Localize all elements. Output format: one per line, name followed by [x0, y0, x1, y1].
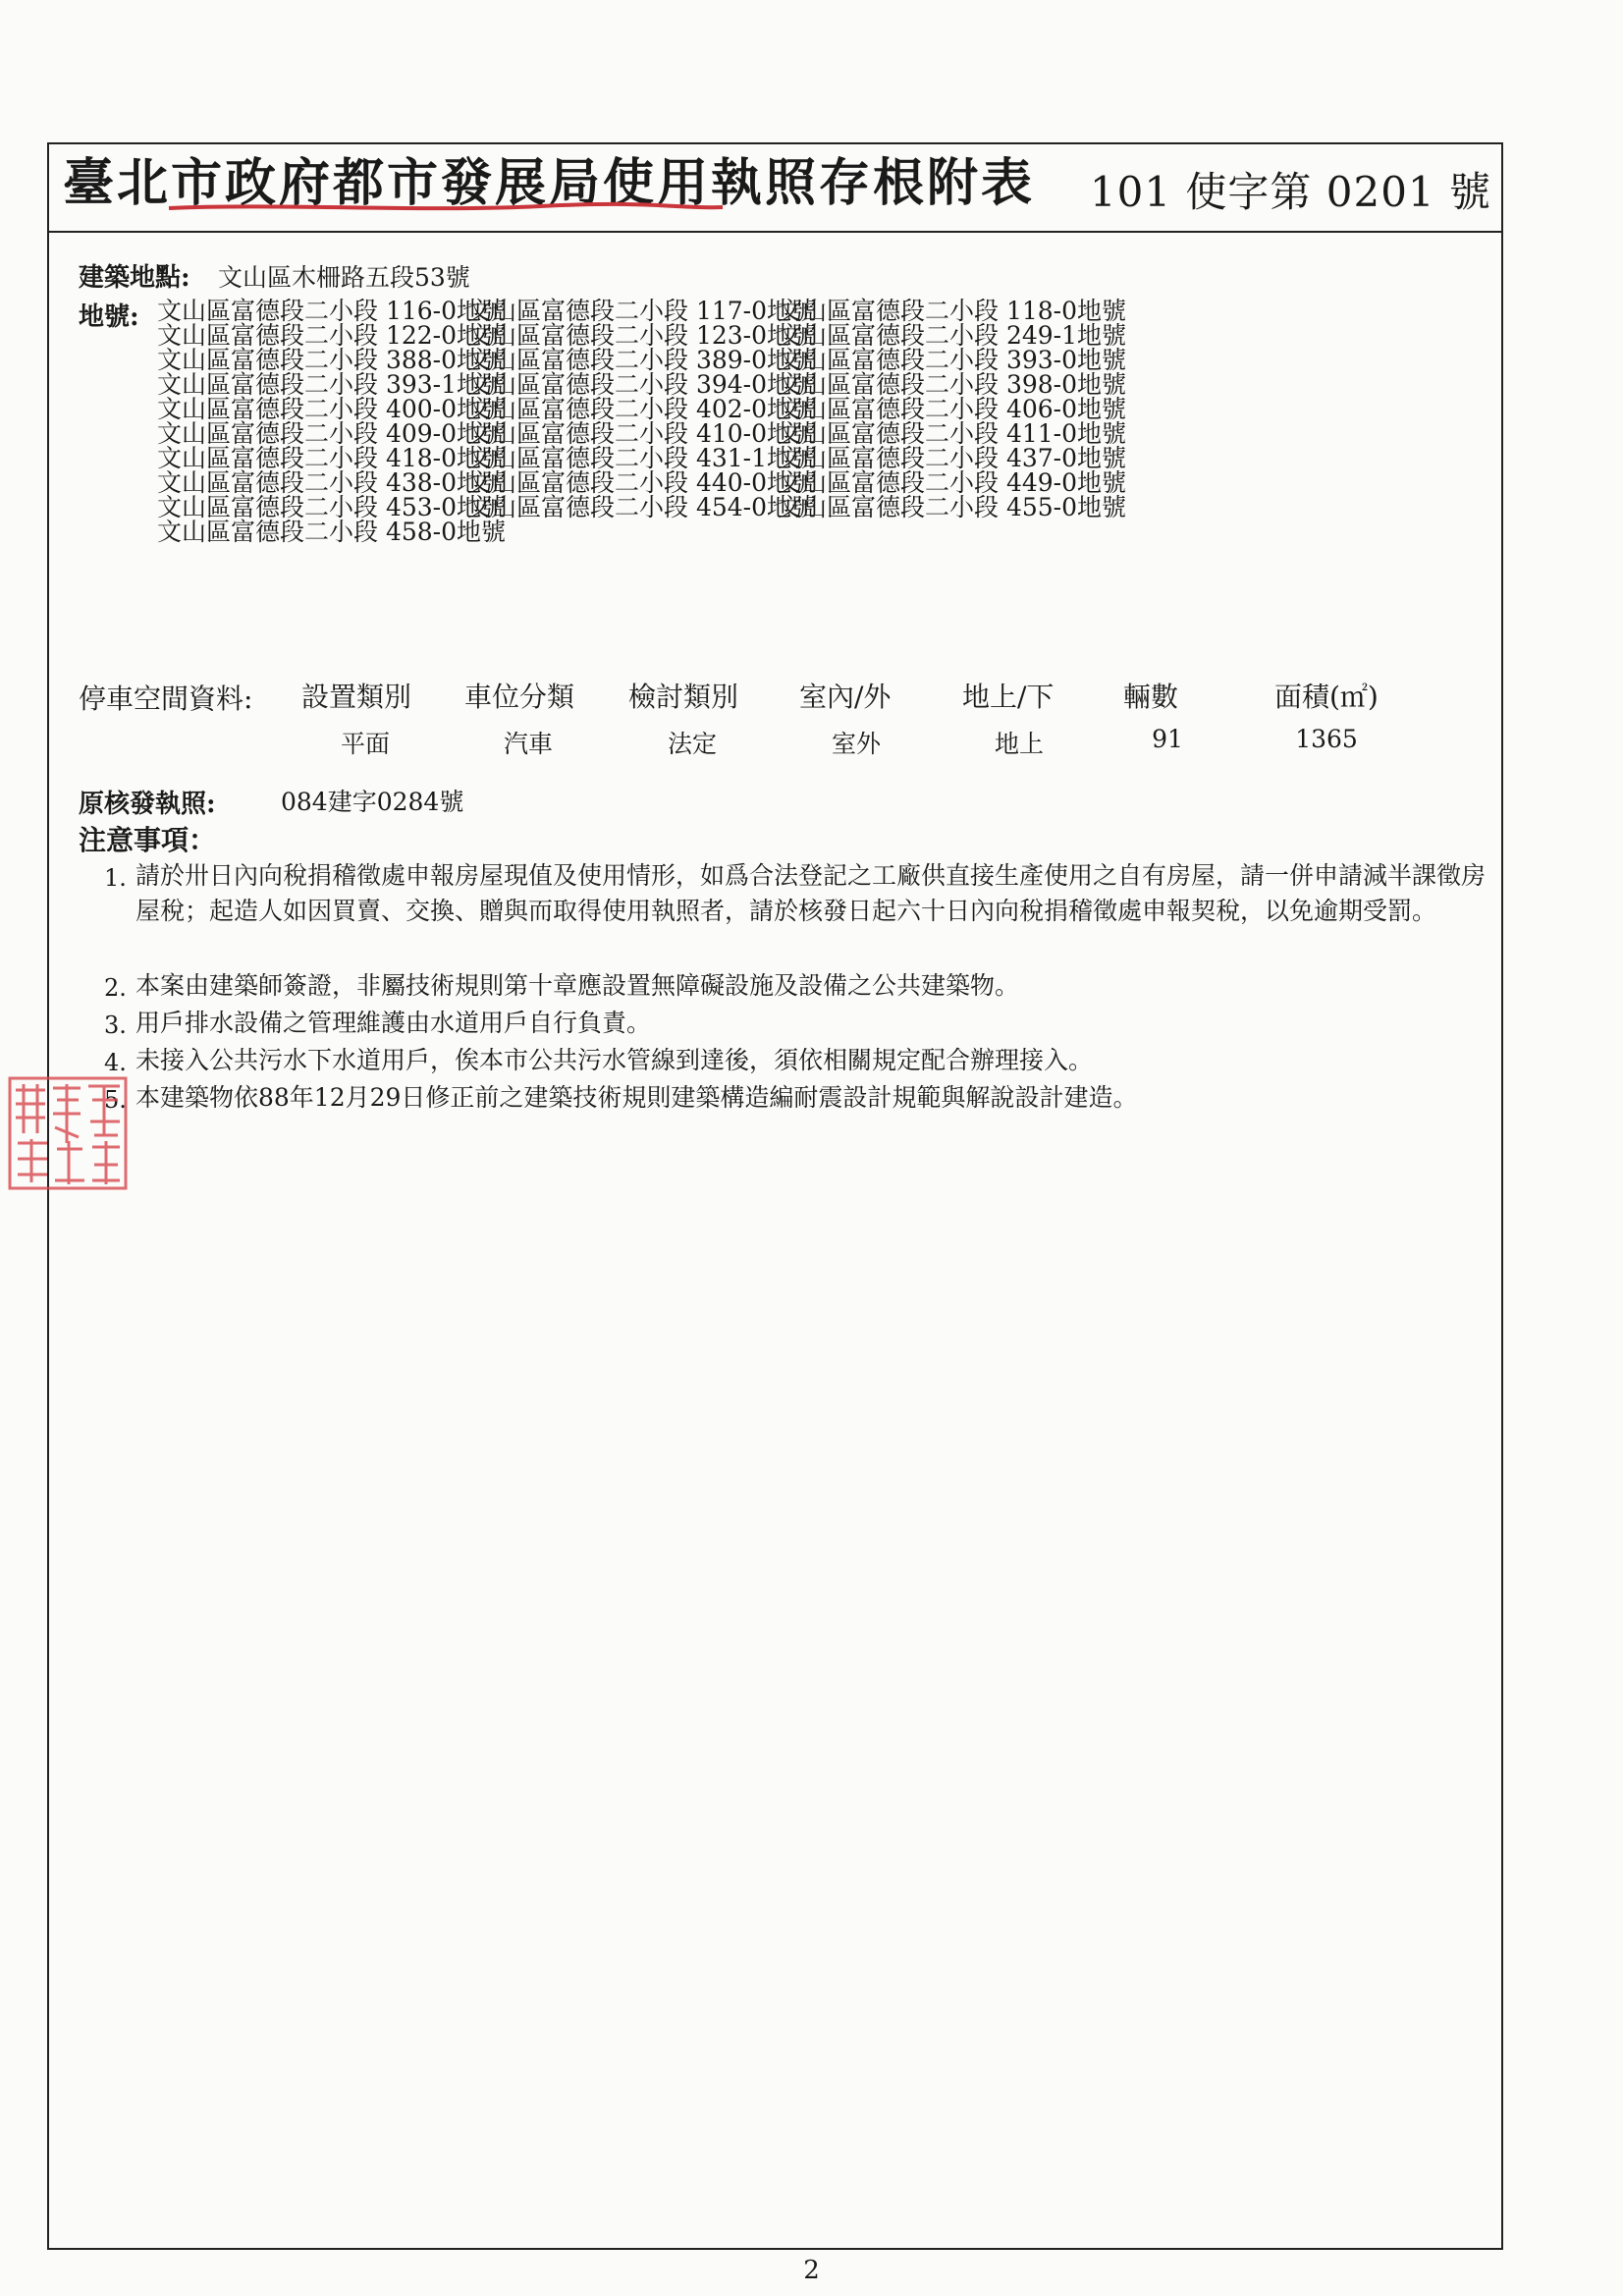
lot-number: 文山區富德段二小段 454-0地號 — [467, 493, 817, 521]
parking-header-space-class: 車位分類 — [464, 681, 575, 713]
note-text: 本案由建築師簽證，非屬技術規則第十章應設置無障礙設施及設備之公共建築物。 — [135, 971, 1020, 1000]
lot-number: 文山區富德段二小段 437-0地號 — [778, 444, 1127, 472]
lot-number: 文山區富德段二小段 409-0地號 — [157, 419, 507, 448]
lot-number: 文山區富德段二小段 389-0地號 — [467, 346, 817, 374]
parking-value-above-below: 地上 — [994, 730, 1044, 758]
note-number: 4. — [104, 1049, 127, 1076]
original-permit-value: 084建字0284號 — [281, 788, 464, 816]
lot-number: 文山區富德段二小段 440-0地號 — [467, 468, 817, 497]
lot-number: 文山區富德段二小段 122-0地號 — [157, 321, 507, 350]
form-title: 臺北市政府都市發展局使用執照存根附表 — [63, 153, 1036, 213]
parking-header-area: 面積(㎡) — [1274, 681, 1379, 713]
lot-number: 文山區富德段二小段 455-0地號 — [778, 493, 1127, 521]
parking-value-count: 91 — [1152, 725, 1183, 753]
parking-value-area: 1365 — [1295, 725, 1358, 753]
note-number: 1. — [104, 864, 127, 892]
site-label: 建築地點: — [79, 263, 190, 293]
permit-form — [47, 142, 1503, 2250]
lot-number: 文山區富德段二小段 402-0地號 — [467, 395, 817, 423]
parking-header-above-below: 地上/下 — [962, 681, 1055, 713]
parking-header-setup-type: 設置類別 — [301, 681, 412, 713]
lot-number: 文山區富德段二小段 123-0地號 — [467, 321, 817, 350]
note-number: 3. — [104, 1011, 127, 1039]
lot-number: 文山區富德段二小段 438-0地號 — [157, 468, 507, 497]
lot-number: 文山區富德段二小段 116-0地號 — [157, 297, 507, 325]
lot-number: 文山區富德段二小段 117-0地號 — [467, 297, 817, 325]
parking-value-setup-type: 平面 — [340, 730, 390, 758]
lot-number: 文山區富德段二小段 394-0地號 — [467, 370, 817, 399]
note-text: 本建築物依88年12月29日修正前之建築技術規則建築構造編耐震設計規範與解說設計建造。 — [135, 1083, 1138, 1112]
lot-number: 文山區富德段二小段 398-0地號 — [778, 370, 1127, 399]
lot-number: 文山區富德段二小段 431-1地號 — [467, 444, 817, 472]
red-pen-underline — [167, 201, 727, 215]
lot-number: 文山區富德段二小段 249-1地號 — [778, 321, 1127, 350]
note-text: 用戶排水設備之管理維護由水道用戶自行負責。 — [135, 1009, 652, 1037]
parking-label: 停車空間資料: — [79, 683, 253, 715]
official-seal-stamp — [4, 1070, 130, 1198]
notes-label: 注意事項： — [79, 824, 217, 856]
note-number: 5. — [104, 1086, 127, 1114]
page-number: 2 — [803, 2256, 820, 2285]
lot-number: 文山區富德段二小段 411-0地號 — [778, 419, 1127, 448]
note-number: 2. — [104, 974, 127, 1002]
parking-header-count: 輛數 — [1123, 681, 1179, 713]
lot-number: 文山區富德段二小段 400-0地號 — [157, 395, 507, 423]
note-text: 未接入公共污水下水道用戶，俟本市公共污水管線到達後，須依相關規定配合辦理接入。 — [135, 1046, 1094, 1074]
parking-header-indoor-outdoor: 室內/外 — [799, 681, 892, 713]
permit-number: 101 使字第 0201 號 — [1089, 168, 1491, 216]
parking-value-indoor-outdoor: 室外 — [831, 730, 881, 758]
lot-number: 文山區富德段二小段 410-0地號 — [467, 419, 817, 448]
note-text: 請於卅日內向稅捐稽徵處申報房屋現值及使用情形，如爲合法登記之工廠供直接生產使用之自有房屋，請一併申請減半課徵房屋稅；起造人如因買賣、交換、贈與而取得使用執照者，請於核發日起六十日內向稅捐稽徵處申報契稅，以免逾期受罰。 — [135, 861, 1487, 925]
lots-label: 地號: — [79, 302, 139, 332]
form-header — [49, 144, 1501, 233]
lot-number: 文山區富德段二小段 418-0地號 — [157, 444, 507, 472]
parking-header-review-class: 檢討類別 — [628, 681, 739, 713]
lot-number: 文山區富德段二小段 393-0地號 — [778, 346, 1127, 374]
lot-number: 文山區富德段二小段 406-0地號 — [778, 395, 1127, 423]
lot-number: 文山區富德段二小段 449-0地號 — [778, 468, 1127, 497]
site-address: 文山區木柵路五段53號 — [218, 263, 470, 292]
parking-value-space-class: 汽車 — [503, 730, 553, 758]
lot-number: 文山區富德段二小段 458-0地號 — [157, 518, 507, 546]
lot-number: 文山區富德段二小段 118-0地號 — [778, 297, 1127, 325]
original-permit-label: 原核發執照: — [79, 790, 216, 819]
lot-number: 文山區富德段二小段 388-0地號 — [157, 346, 507, 374]
parking-value-review-class: 法定 — [667, 730, 717, 758]
lot-number: 文山區富德段二小段 453-0地號 — [157, 493, 507, 521]
lot-number: 文山區富德段二小段 393-1地號 — [157, 370, 507, 399]
